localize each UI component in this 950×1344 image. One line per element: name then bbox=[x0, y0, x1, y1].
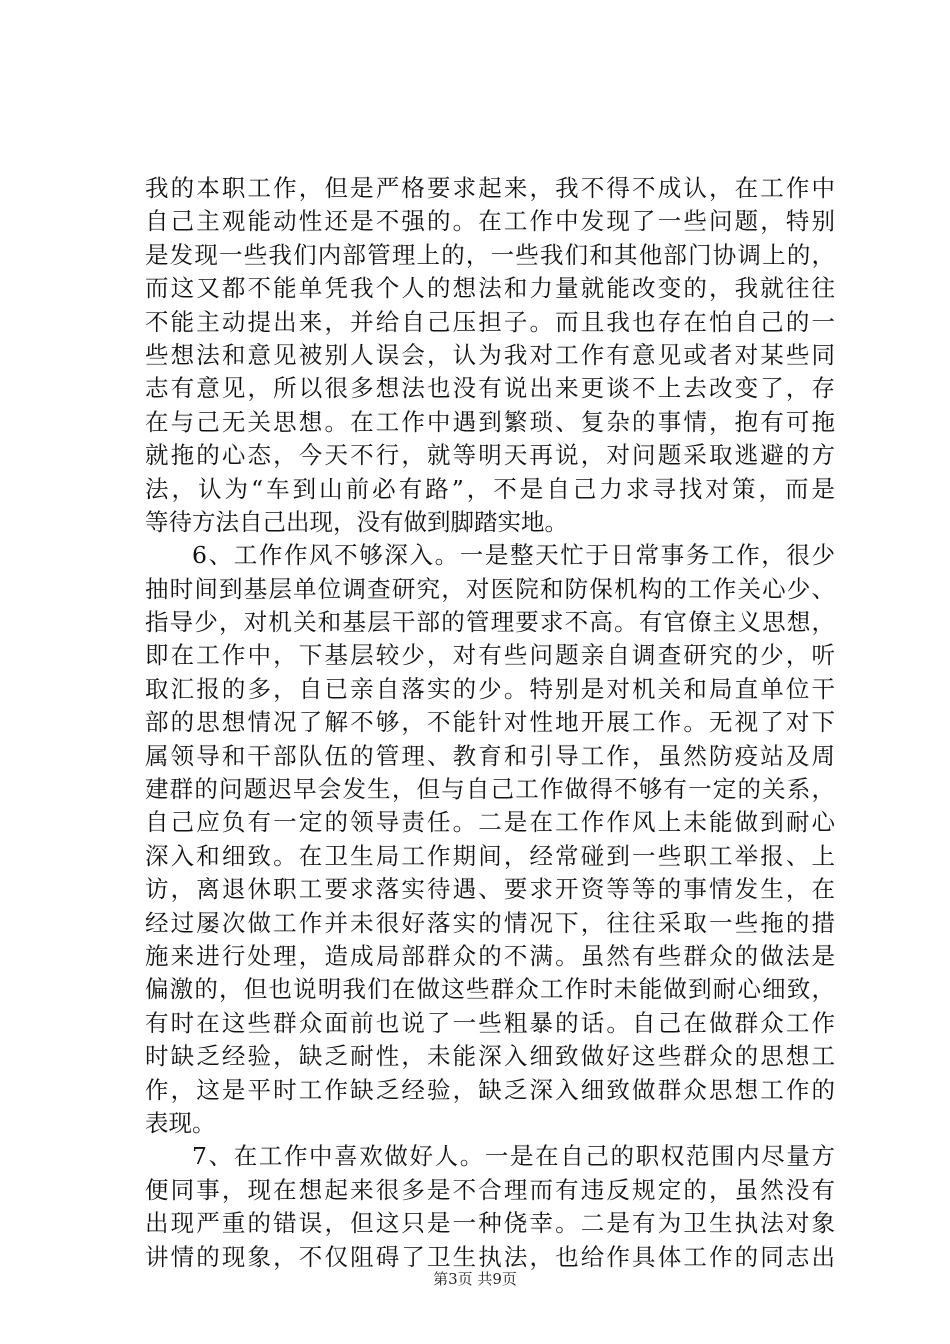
text-line: 深入和细致。在卫生局工作期间，经常碰到一些职工举报、上 bbox=[145, 841, 835, 870]
text-line: 不能主动提出来，并给自己压担子。而且我也存在怕自己的一 bbox=[145, 307, 835, 336]
document-body bbox=[145, 172, 835, 1274]
text-line: 自己主观能动性还是不强的。在工作中发现了一些问题，特别 bbox=[145, 207, 835, 236]
text-line: 有时在这些群众面前也说了一些粗暴的话。自己在做群众工作 bbox=[145, 1008, 835, 1037]
text-line: 出现严重的错误，但这只是一种侥幸。二是有为卫生执法对象 bbox=[145, 1209, 835, 1238]
text-line: 建群的问题迟早会发生，但与自己工作做得不够有一定的关系， bbox=[145, 775, 835, 804]
text-line: 我的本职工作，但是严格要求起来，我不得不成认，在工作中 bbox=[145, 174, 835, 202]
text-line-item-7: 7、在工作中喜欢做好人。一是在自己的职权范围内尽量方 bbox=[192, 1142, 835, 1171]
text-line: 访，离退休职工要求落实待遇、要求开资等等的事情发生，在 bbox=[145, 875, 835, 904]
text-line: 部的思想情况了解不够，不能针对性地开展工作。无视了对下 bbox=[145, 708, 835, 737]
text-line: 即在工作中，下基层较少，对有些问题亲自调查研究的少，听 bbox=[145, 641, 835, 670]
text-line: 在与己无关思想。在工作中遇到繁琐、复杂的事情，抱有可拖 bbox=[145, 407, 835, 436]
text-line-item-6: 6、工作作风不够深入。一是整天忙于日常事务工作，很少 bbox=[192, 541, 835, 570]
text-line: 时缺乏经验，缺乏耐性，未能深入细致做好这些群众的思想工 bbox=[145, 1042, 835, 1071]
text-line: 自己应负有一定的领导责任。二是在工作作风上未能做到耐心 bbox=[145, 808, 835, 837]
text-line: 属领导和干部队伍的管理、教育和引导工作，虽然防疫站及周 bbox=[145, 741, 835, 770]
text-line: 就拖的心态，今天不行，就等明天再说，对问题采取逃避的方 bbox=[145, 441, 835, 470]
text-line: 便同事，现在想起来很多是不合理而有违反规定的，虽然没有 bbox=[145, 1175, 835, 1204]
text-line: 施来进行处理，造成局部群众的不满。虽然有些群众的做法是 bbox=[145, 941, 835, 970]
text-line: 是发现一些我们内部管理上的，一些我们和其他部门协调上的， bbox=[145, 240, 835, 269]
text-line: 作，这是平时工作缺乏经验，缺乏深入细致做群众思想工作的 bbox=[145, 1075, 835, 1104]
page-footer: 第3页 共9页 bbox=[433, 1270, 517, 1288]
text-line: 经过屡次做工作并未很好落实的情况下，往往采取一些拖的措 bbox=[145, 908, 835, 937]
text-line: 而这又都不能单凭我个人的想法和力量就能改变的，我就往往 bbox=[145, 274, 835, 303]
text-line: 些想法和意见被别人误会，认为我对工作有意见或者对某些同 bbox=[145, 340, 835, 369]
text-line: 偏激的，但也说明我们在做这些群众工作时未能做到耐心细致， bbox=[145, 975, 835, 1004]
text-line: 指导少，对机关和基层干部的管理要求不高。有官僚主义思想， bbox=[145, 608, 835, 637]
text-line: 等待方法自己出现，没有做到脚踏实地。 bbox=[145, 507, 568, 536]
text-line: 表现。 bbox=[145, 1108, 216, 1137]
text-line: 抽时间到基层单位调查研究，对医院和防保机构的工作关心少、 bbox=[145, 574, 835, 603]
text-line: 取汇报的多，自已亲自落实的少。特别是对机关和局直单位干 bbox=[145, 674, 835, 703]
text-line: 志有意见，所以很多想法也没有说出来更谈不上去改变了，存 bbox=[145, 374, 835, 403]
text-line: 法，认为“车到山前必有路”，不是自己力求寻找对策，而是 bbox=[145, 474, 835, 503]
text-line: 讲情的现象，不仅阻碍了卫生执法，也给作具体工作的同志出 bbox=[145, 1242, 835, 1271]
